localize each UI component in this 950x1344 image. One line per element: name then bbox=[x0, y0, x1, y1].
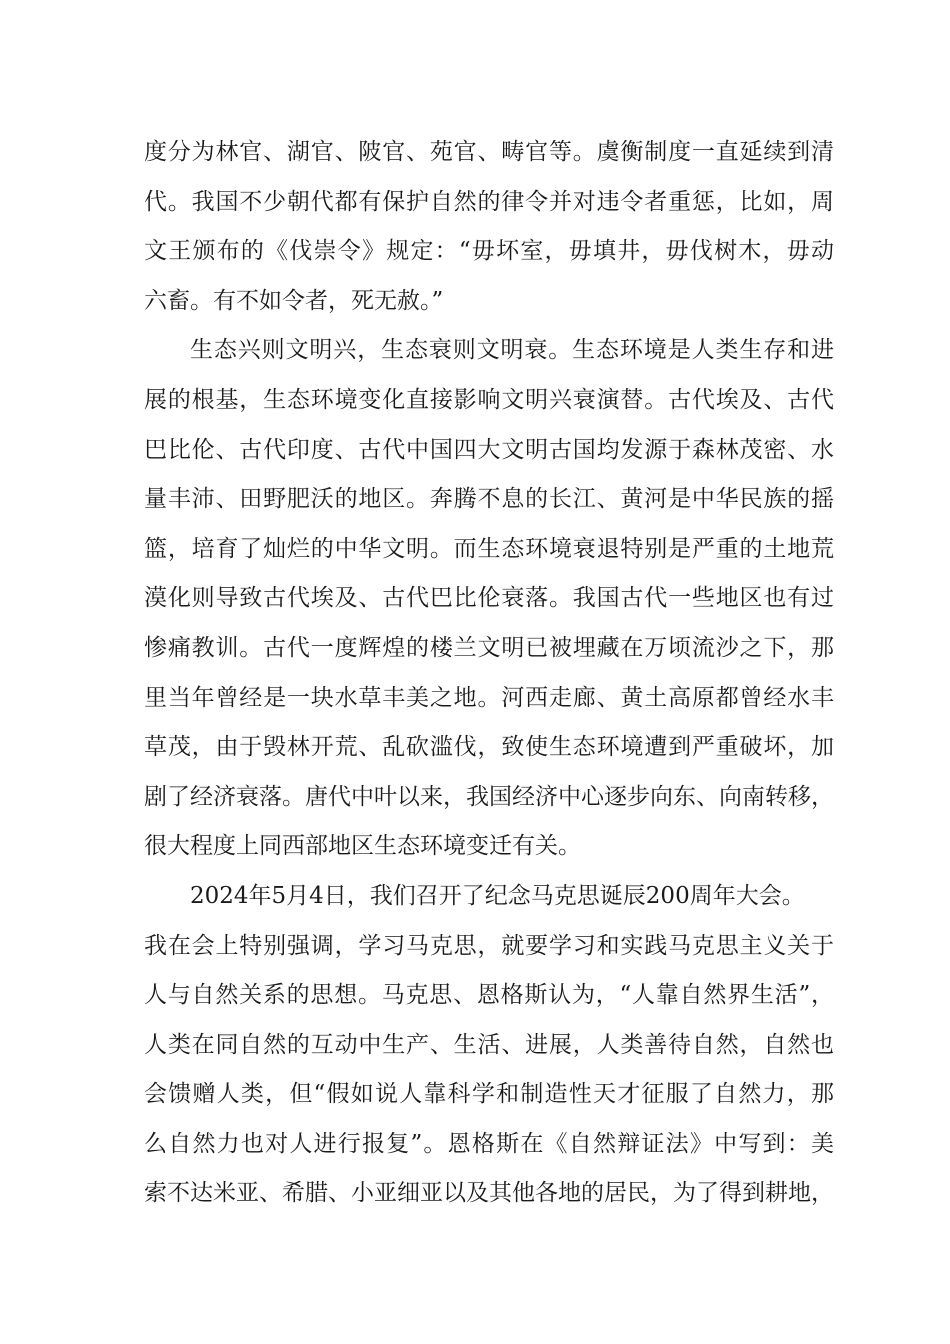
text-line: 我在会上特别强调，学习马克思，就要学习和实践马克思主义关于 bbox=[144, 932, 834, 959]
text-line: 么自然力也对人进行报复”。恩格斯在《自然辩证法》中写到：美 bbox=[144, 1130, 834, 1157]
text-line: 漠化则导致古代埃及、古代巴比伦衰落。我国古代一些地区也有过 bbox=[144, 585, 834, 612]
text-line: 会馈赠人类，但“假如说人靠科学和制造性天才征服了自然力，那 bbox=[144, 1081, 834, 1108]
text-line: 生态兴则文明兴，生态衰则文明衰。生态环境是人类生存和进 bbox=[190, 337, 834, 364]
text-line: 篮，培育了灿烂的中华文明。而生态环境衰退特别是严重的土地荒 bbox=[144, 535, 834, 562]
text-line: 惨痛教训。古代一度辉煌的楼兰文明已被埋藏在万顷流沙之下，那 bbox=[144, 634, 834, 661]
text-line: 草茂，由于毁林开荒、乱砍滥伐，致使生态环境遭到严重破坏，加 bbox=[144, 734, 834, 761]
paragraph-2 bbox=[144, 326, 834, 872]
text-line: 索不达米亚、希腊、小亚细亚以及其他各地的居民，为了得到耕地， bbox=[144, 1180, 834, 1207]
text-line: 度分为林官、湖官、陂官、苑官、畴官等。虞衡制度一直延续到清 bbox=[144, 139, 834, 165]
text-line: 2024年5月4日，我们召开了纪念马克思诞辰200周年大会。 bbox=[190, 882, 805, 909]
text-line: 剧了经济衰落。唐代中叶以来，我国经济中心逐步向东、向南转移， bbox=[144, 783, 834, 810]
text-line: 展的根基，生态环境变化直接影响文明兴衰演替。古代埃及、古代 bbox=[144, 386, 834, 413]
text-line: 文王颁布的《伐崇令》规定：“毋坏室，毋填井，毋伐树木，毋动 bbox=[144, 238, 834, 265]
body-text bbox=[144, 128, 834, 1219]
text-line: 里当年曾经是一块水草丰美之地。河西走廊、黄土高原都曾经水丰 bbox=[144, 684, 834, 711]
text-line: 代。我国不少朝代都有保护自然的律令并对违令者重惩，比如，周 bbox=[144, 188, 834, 215]
paragraph-3 bbox=[144, 872, 834, 1219]
text-line: 六畜。有不如令者，死无赦。” bbox=[144, 287, 444, 314]
text-line: 人与自然关系的思想。马克思、恩格斯认为，“人靠自然界生活”， bbox=[144, 982, 834, 1009]
text-line: 很大程度上同西部地区生态环境变迁有关。 bbox=[144, 833, 581, 860]
paragraph-1 bbox=[144, 128, 834, 326]
text-line: 巴比伦、古代印度、古代中国四大文明古国均发源于森林茂密、水 bbox=[144, 436, 834, 463]
text-line: 人类在同自然的互动中生产、生活、进展，人类善待自然，自然也 bbox=[144, 1031, 834, 1058]
text-line: 量丰沛、田野肥沃的地区。奔腾不息的长江、黄河是中华民族的摇 bbox=[144, 486, 834, 513]
